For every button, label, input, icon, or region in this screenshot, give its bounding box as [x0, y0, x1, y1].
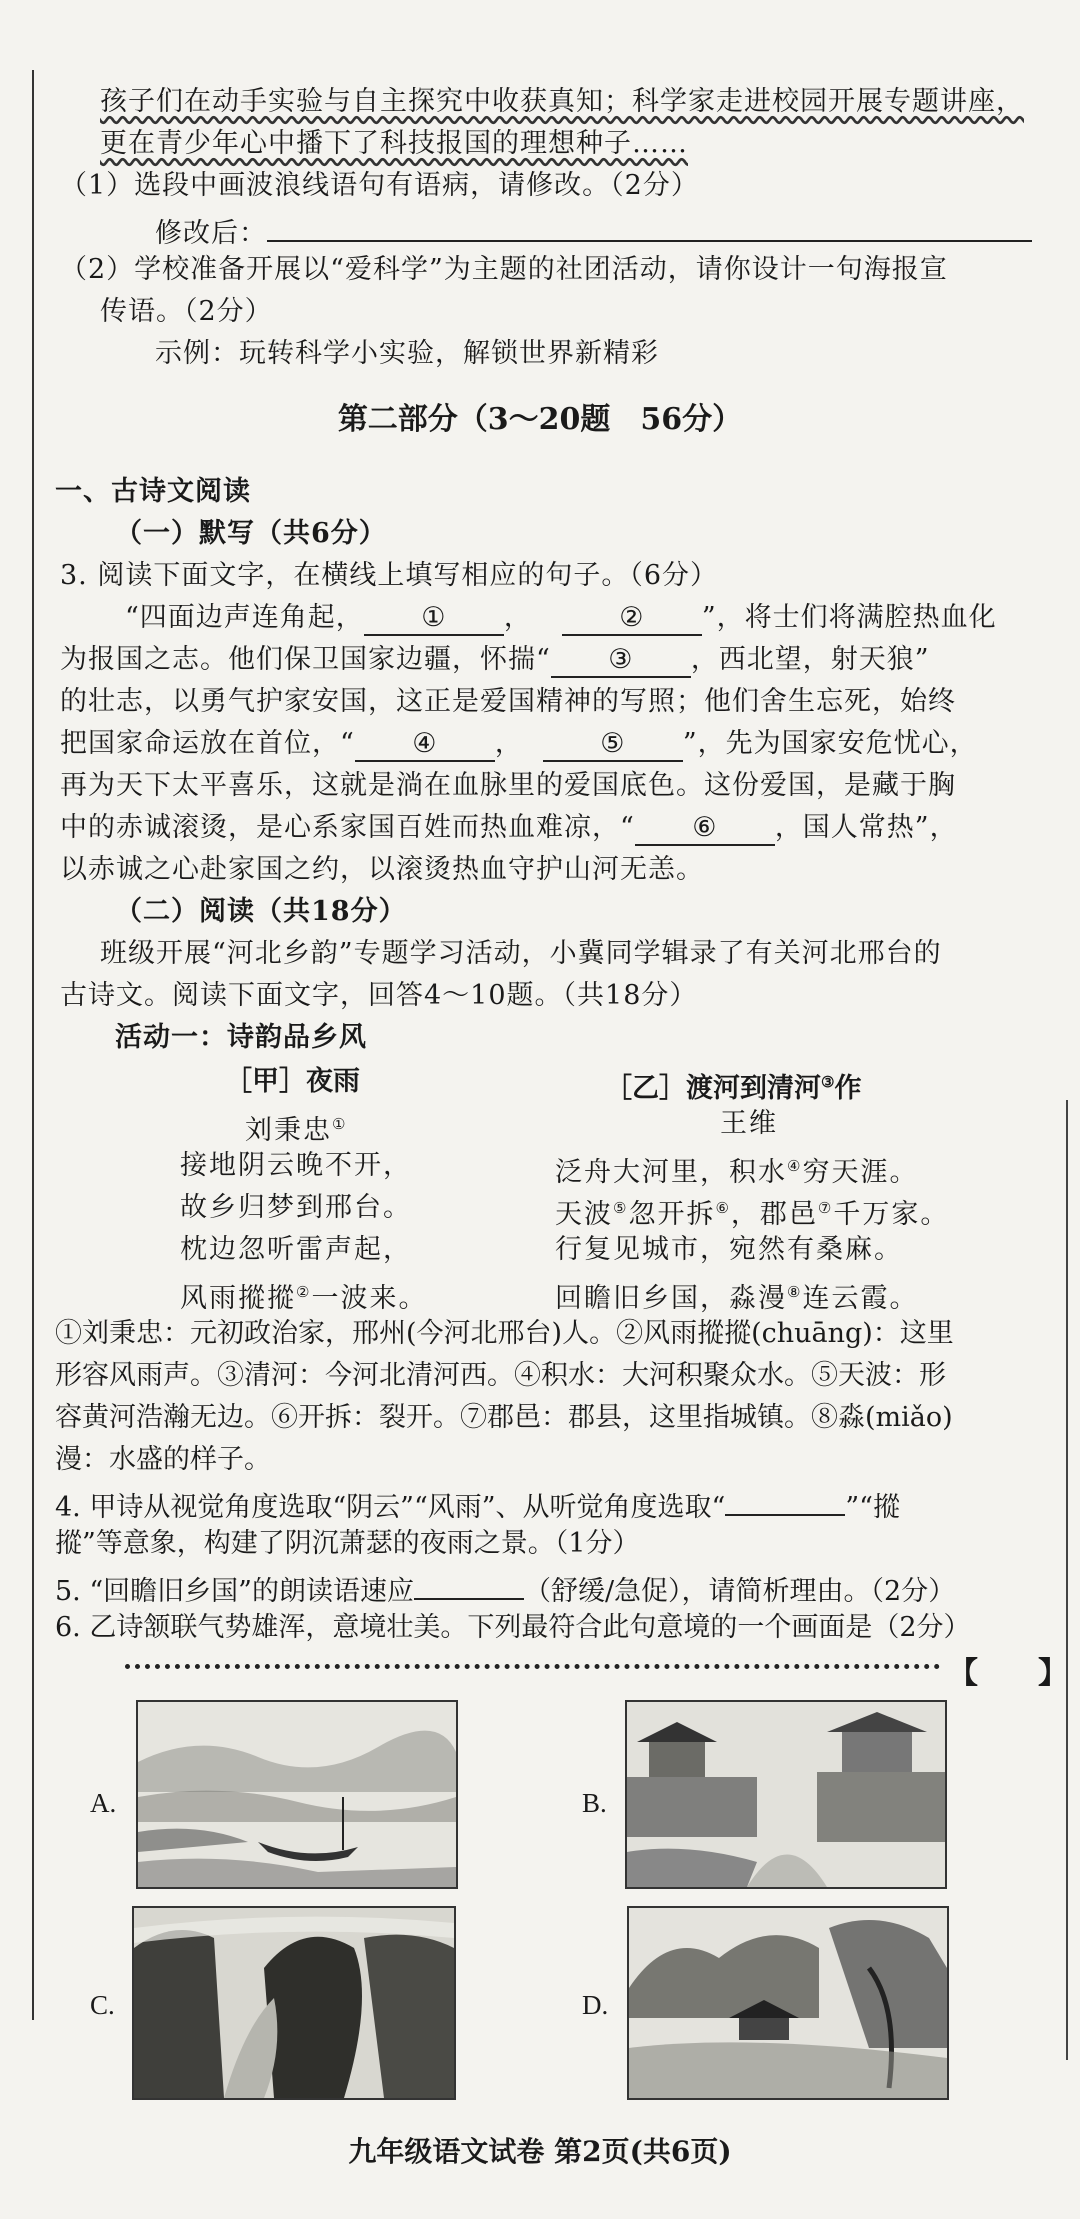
blank-2[interactable]: ②	[562, 602, 702, 636]
question-2-prompt-2: 传语。（2分）	[100, 296, 273, 327]
question-2-example: 示例：玩转科学小实验，解锁世界新精彩	[155, 338, 659, 369]
mountain-temple-image	[629, 1908, 947, 2098]
option-d-label[interactable]: D.	[582, 1990, 609, 2020]
notes-line-3: 容黄河浩瀚无边。⑥开拆：裂开。⑦郡邑：郡县，这里指城镇。⑧淼(miǎo)	[55, 1402, 953, 1433]
landscape-boat-image	[138, 1702, 456, 1887]
subsection-1-title: （一）默写（共6分）	[115, 518, 387, 549]
option-b-label[interactable]: B.	[582, 1788, 607, 1818]
q3-line-2: 为报国之志。他们保卫国家边疆，怀揣“ ③ ，西北望，射天狼”	[60, 640, 930, 680]
activity-1-title: 活动一：诗韵品乡风	[115, 1022, 367, 1053]
page-footer: 九年级语文试卷 第2页(共6页)	[348, 2135, 732, 2168]
blank-5[interactable]: ⑤	[543, 728, 683, 762]
poem-b-line-1: 泛舟大河里，积水④穷天涯。	[555, 1157, 919, 1188]
right-margin-rule	[1066, 1100, 1068, 2060]
mountain-valley-image	[134, 1908, 454, 2098]
blank-1[interactable]: ①	[364, 602, 504, 636]
blank-3[interactable]: ③	[551, 644, 691, 678]
option-c-image[interactable]	[132, 1906, 456, 2100]
subsection-2-title: （二）阅读（共18分）	[115, 896, 407, 927]
answer-blank[interactable]	[267, 208, 1032, 242]
question-1-answer-row	[155, 208, 1032, 254]
poem-a-line-2: 故乡归梦到邢台。	[180, 1192, 412, 1223]
notes-line-4: 漫：水盛的样子。	[55, 1444, 271, 1475]
option-a-image[interactable]	[136, 1700, 458, 1889]
question-2-prompt-1: （2）学校准备开展以“爱科学”为主题的社团活动，请你设计一句海报宣	[60, 254, 948, 285]
q3-line-5: 再为天下太平喜乐，这就是淌在血脉里的爱国底色。这份爱国，是藏于胸	[60, 770, 956, 801]
poem-a-line-1: 接地阴云晚不开，	[180, 1150, 412, 1181]
poem-a-title: ［甲］夜雨	[225, 1066, 360, 1097]
poem-a-line-3: 枕边忽听雷声起，	[180, 1234, 412, 1265]
intro-line-1: 孩子们在动手实验与自主探究中收获真知；科学家走进校园开展专题讲座，	[100, 86, 1024, 117]
q3-line-6: 中的赤诚滚烫，是心系家国百姓而热血难凉，“ ⑥ ，国人常热”，	[60, 808, 958, 848]
q3-line-7: 以赤诚之心赴家国之约，以滚烫热血守护山河无恙。	[60, 854, 704, 885]
poem-b-line-4: 回瞻旧乡国，淼漫⑧连云霞。	[555, 1283, 919, 1314]
notes-line-2: 形容风雨声。③清河：今河北清河西。④积水：大河积聚众水。⑤天波：形	[55, 1360, 946, 1391]
option-d-image[interactable]	[627, 1906, 949, 2100]
poem-a-line-4: 风雨摐摐②一波来。	[180, 1283, 428, 1314]
part-2-title: 第二部分（3～20题 56分）	[337, 402, 743, 437]
poem-b-line-2: 天波⑤忽开拆⑥，郡邑⑦千万家。	[555, 1199, 950, 1230]
question-4-line-2: 摐”等意象，构建了阴沉萧瑟的夜雨之景。（1分）	[55, 1528, 640, 1559]
blank-6[interactable]: ⑥	[635, 812, 775, 846]
reading-intro-2: 古诗文。阅读下面文字，回答4～10题。（共18分）	[60, 980, 698, 1011]
option-c-label[interactable]: C.	[90, 1990, 115, 2020]
q3-line-1: “四面边声连角起， ① ， ② ”，将士们将满腔热血化	[125, 598, 997, 638]
poem-b-line-3: 行复见城市，宛然有桑麻。	[555, 1234, 903, 1265]
intro-line-2: 更在青少年心中播下了科技报国的理想种子……	[100, 128, 688, 159]
question-4-line-1: 4. 甲诗从视觉角度选取“阴云”“风雨”、从听觉角度选取“ ”“摐	[55, 1482, 900, 1528]
q3-line-3: 的壮志，以勇气护家安国，这正是爱国精神的写照；他们舍生忘死，始终	[60, 686, 956, 717]
section-1-title: 一、古诗文阅读	[55, 476, 251, 507]
question-1-prompt: （1）选段中画波浪线语句有语病，请修改。（2分）	[60, 170, 699, 201]
option-b-image[interactable]	[625, 1700, 947, 1889]
blank-4[interactable]: ④	[355, 728, 495, 762]
q5-blank[interactable]	[414, 1566, 524, 1600]
notes-line-1: ①刘秉忠：元初政治家，邢州(今河北邢台)人。②风雨摐摐(chuāng)：这里	[55, 1318, 954, 1349]
dotted-leader	[125, 1664, 940, 1669]
poem-b-title: ［乙］渡河到清河③作	[605, 1073, 862, 1104]
question-5: 5. “回瞻旧乡国”的朗读语速应 （舒缓/急促），请简析理由。（2分）	[55, 1566, 955, 1612]
question-3-prompt: 3. 阅读下面文字，在横线上填写相应的句子。（6分）	[60, 560, 719, 591]
question-6: 6. 乙诗颔联气势雄浑，意境壮美。下列最符合此句意境的一个画面是（2分）	[55, 1612, 971, 1643]
option-a-label[interactable]: A.	[90, 1788, 117, 1818]
answer-bracket[interactable]: 【 】	[948, 1656, 1068, 1691]
poem-a-author: 刘秉忠①	[245, 1115, 348, 1146]
poem-b-author: 王维	[720, 1108, 778, 1139]
q3-line-4: 把国家命运放在首位，“ ④ ， ⑤ ”，先为国家安危忧心，	[60, 724, 978, 764]
left-margin-rule	[32, 70, 34, 2020]
reading-intro-1: 班级开展“河北乡韵”专题学习活动，小冀同学辑录了有关河北邢台的	[100, 938, 942, 969]
q4-blank[interactable]	[725, 1482, 845, 1516]
answer-label: 修改后：	[155, 218, 267, 249]
town-river-image	[627, 1702, 945, 1887]
